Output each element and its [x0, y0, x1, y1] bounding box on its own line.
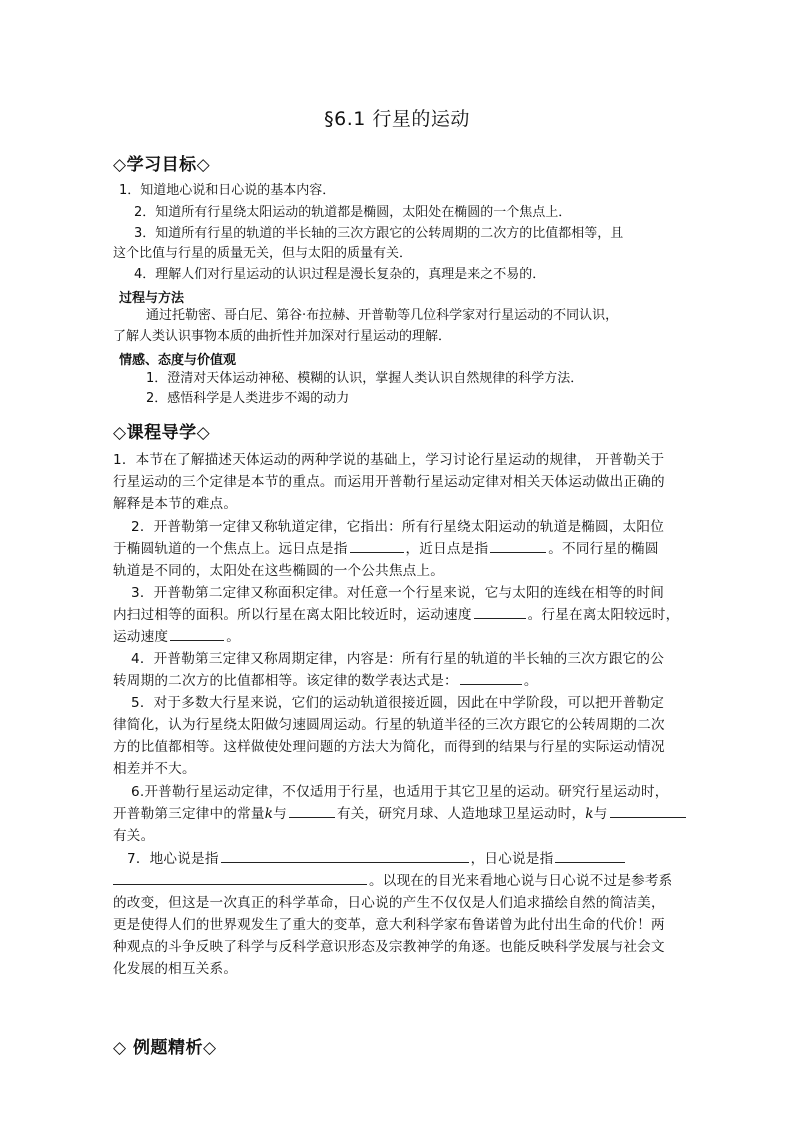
guide-p7-text-a: 7．地心说是指 [127, 851, 219, 867]
guide-p6-text-b: 与 [273, 806, 287, 822]
heliocentric-blank-cont[interactable] [113, 871, 367, 885]
guide-p2-line-1: 2．开普勒第一定律又称轨道定律，它指出：所有行星绕太阳运动的轨道是椭圆，太阳位 [131, 519, 665, 535]
guide-p1-line-2: 行星运动的三个定律是本节的重点。而运用开普勒行星运动定律对相关天体运动做出正确的 [113, 474, 665, 490]
guide-p5-line-2: 律简化，认为行星绕太阳做匀速圆周运动。行星的轨道半径的三次方跟它的公转周期的二次 [113, 717, 665, 733]
examples-heading: ◇ 例题精析◇ [113, 1038, 217, 1058]
guide-p4-text-a: 转周期的二次方的比值都相等。该定律的数学表达式是： [113, 673, 458, 689]
guide-p5-line-3: 方的比值都相等。这样做使处理问题的方法大为简化，而得到的结果与行星的实际运动情况 [113, 739, 665, 755]
objective-item-3-cont: 这个比值与行星的质量无关，但与太阳的质量有关． [113, 246, 413, 261]
geocentric-blank[interactable] [221, 849, 469, 863]
guide-p2-text-b: ，近日点是指 [405, 541, 489, 557]
guide-p1-line-1: 1．本节在了解描述天体运动的两种学说的基础上，学习讨论行星运动的规律， 开普勒关于 [113, 452, 665, 468]
formula-blank[interactable] [460, 671, 522, 685]
attitude-heading: 情感、态度与价值观 [119, 353, 237, 368]
guide-p3-text-b: 。行星在离太阳较远时， [527, 607, 680, 623]
process-line-2: 了解人类认识事物本质的曲折性并加深对行星运动的理解． [113, 329, 452, 344]
guide-p3-line-2 [113, 605, 679, 625]
guide-p7-line-3: 的改变，但这是一次真正的科学革命，日心说的产生不仅仅是人们追求描绘自然的简洁美， [113, 895, 665, 911]
process-line-1: 通过托勒密、哥白尼、第谷·布拉赫、开普勒等几位科学家对行星运动的不同认识， [146, 308, 619, 323]
k-depends-blank-1[interactable] [289, 804, 335, 818]
guide-p6-line-2 [113, 804, 688, 824]
guide-p4-text-b: 。 [523, 673, 538, 689]
constant-k-2: k [585, 806, 594, 822]
guide-p1-line-3: 解释是本节的难点。 [113, 496, 238, 512]
guide-p6-line-3: 有关。 [113, 828, 155, 844]
objective-item-2: 2．知道所有行星绕太阳运动的轨道都是椭圆，太阳处在椭圆的一个焦点上． [134, 205, 572, 220]
objectives-heading: ◇学习目标◇ [113, 155, 211, 175]
heliocentric-blank[interactable] [555, 849, 625, 863]
guide-p2-text-c: 。不同行星的椭圆 [548, 541, 659, 557]
k-depends-blank-2[interactable] [610, 804, 686, 818]
guide-p2-line-2 [113, 539, 659, 559]
guide-p7-line-5: 种观点的斗争反映了科学与反科学意识形态及宗教神学的角逐。也能反映科学发展与社会文 [113, 939, 665, 955]
guide-p6-line-1: 6.开普勒行星运动定律，不仅适用于行星，也适用于其它卫星的运动。研究行星运动时， [131, 784, 669, 800]
guide-p7-line-4: 更是使得人们的世界观发生了重大的变革，意大利科学家布鲁诺曾为此付出生命的代价！两 [113, 917, 665, 933]
guide-p3-line-1: 3．开普勒第二定律又称面积定律。对任意一个行星来说，它与太阳的连线在相等的时间 [131, 585, 665, 601]
guide-p5-line-1: 5．对于多数大行星来说，它们的运动轨道很接近圆，因此在中学阶段，可以把开普勒定 [131, 695, 665, 711]
guide-p7-text-c: 。以现在的目光来看地心说与日心说不过是参考系 [369, 873, 673, 889]
guide-p7-line-1 [127, 849, 627, 869]
constant-k: k [264, 806, 274, 822]
page-title: §6.1 行星的运动 [324, 108, 470, 130]
attitude-item-2: 2．感悟科学是人类进步不竭的动力 [146, 391, 350, 406]
perihelion-blank[interactable] [490, 539, 546, 553]
objective-item-1: 1．知道地心说和日心说的基本内容． [119, 183, 336, 198]
guide-p3-line-3 [113, 627, 240, 647]
aphelion-blank[interactable] [350, 539, 404, 553]
guide-p7-line-2 [113, 871, 672, 891]
objective-item-3: 3．知道所有行星的轨道的半长轴的三次方跟它的公转周期的二次方的比值都相等，且 [134, 226, 624, 241]
guide-p3-text-c: 运动速度 [113, 629, 169, 645]
guide-p4-line-2 [113, 671, 538, 691]
guide-p6-text-c: 有关，研究月球、人造地球卫星运动时， [336, 806, 586, 822]
guide-p6-text-a: 开普勒第三定律中的常量 [113, 806, 265, 822]
guide-p6-text-d: 与 [593, 806, 608, 822]
attitude-item-1: 1．澄清对天体运动神秘、模糊的认识，掌握人类认识自然规律的科学方法． [146, 371, 584, 386]
guide-p7-line-6: 化发展的相互关系。 [113, 961, 238, 977]
guide-p3-text-a: 内扫过相等的面积。所以行星在离太阳比较近时，运动速度 [113, 607, 472, 623]
guide-p2-text-a: 于椭圆轨道的一个焦点上。远日点是指 [113, 541, 348, 557]
guide-p3-text-d: 。 [226, 629, 240, 645]
process-heading: 过程与方法 [119, 291, 185, 306]
far-speed-blank[interactable] [170, 627, 224, 641]
near-speed-blank[interactable] [474, 605, 526, 619]
guide-p5-line-4: 相差并不大。 [113, 761, 196, 777]
guide-p4-line-1: 4．开普勒第三定律又称周期定律，内容是：所有行星的轨道的半长轴的三次方跟它的公 [131, 651, 665, 667]
guide-heading: ◇课程导学◇ [113, 423, 211, 443]
guide-p7-text-b: ，日心说是指 [470, 851, 554, 867]
guide-p2-line-3: 轨道是不同的，太阳处在这些椭圆的一个公共焦点上。 [113, 563, 445, 579]
objective-item-4: 4．理解人们对行星运动的认识过程是漫长复杂的，真理是来之不易的． [134, 267, 546, 282]
